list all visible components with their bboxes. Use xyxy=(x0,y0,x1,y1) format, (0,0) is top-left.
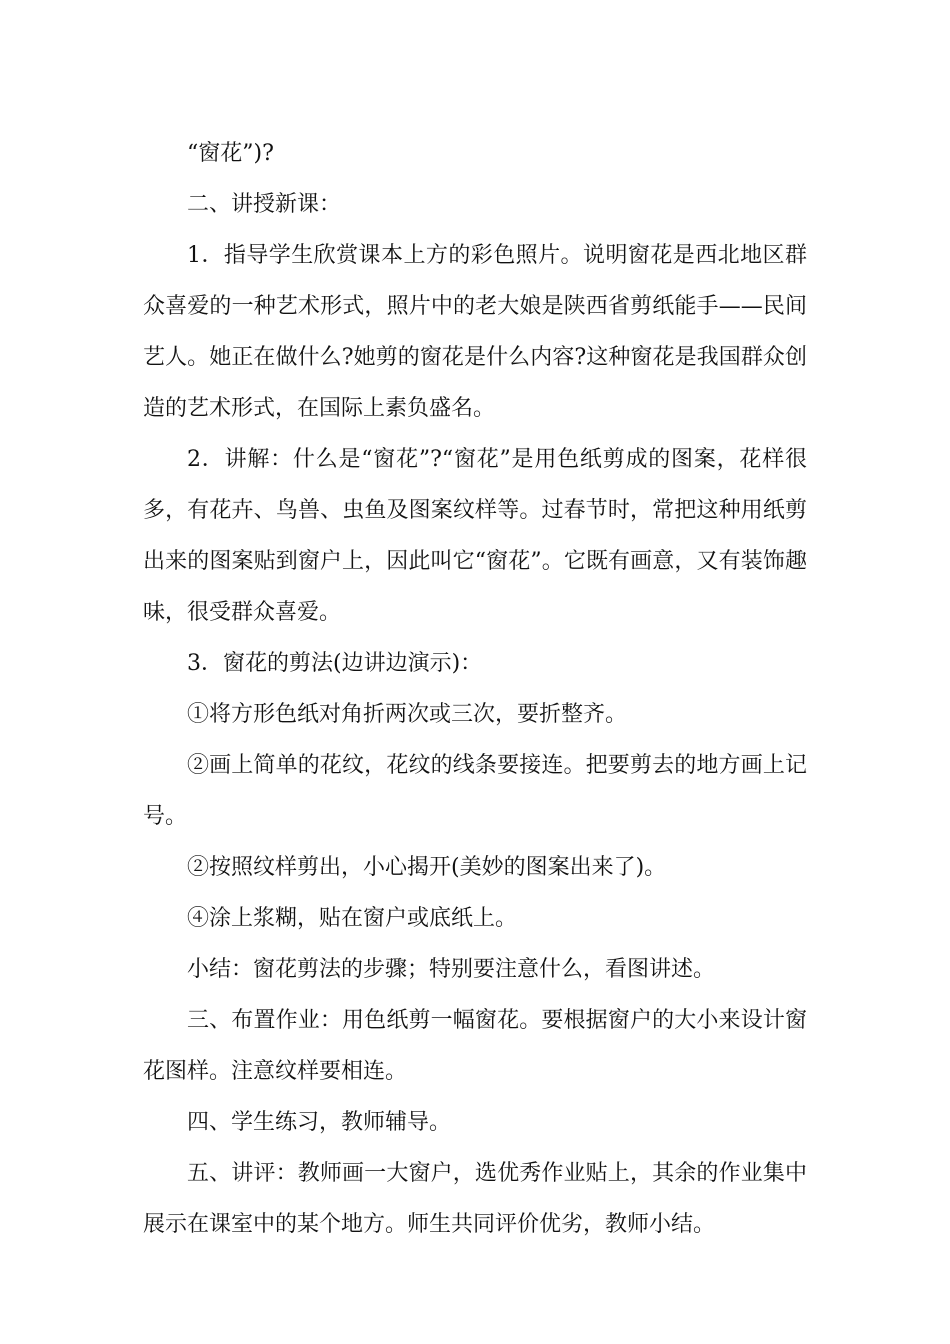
step-1: ①将方形色纸对角折两次或三次，要折整齐。 xyxy=(187,702,628,727)
paragraph-item-3: 3．窗花的剪法(边讲边演示)： xyxy=(187,651,483,676)
section-heading-review: 五、讲评：教师画一大窗户，选优秀作业贴上，其余的作业集中展示在课室中的某个地方。师生共同评价优劣，教师小结。 xyxy=(143,1161,807,1237)
paragraph-item-1: 1．指导学生欣赏课本上方的彩色照片。说明窗花是西北地区群众喜爱的一种艺术形式，照片中的老大娘是陕西省剪纸能手——民间艺人。她正在做什么?她剪的窗花是什么内容?这种窗花是我国群众创造的艺术形式，在国际上素负盛名。 xyxy=(143,243,807,421)
section-heading-homework: 三、布置作业：用色纸剪一幅窗花。要根据窗户的大小来设计窗花图样。注意纹样要相连。 xyxy=(143,1008,807,1084)
summary-paragraph: 小结：窗花剪法的步骤；特别要注意什么，看图讲述。 xyxy=(187,957,716,982)
document-body xyxy=(143,128,807,1250)
section-heading-practice: 四、学生练习，教师辅导。 xyxy=(187,1110,452,1135)
paragraph-continuation: “窗花”)? xyxy=(187,141,274,166)
paragraph-item-2: 2．讲解：什么是“窗花”?“窗花”是用色纸剪成的图案，花样很多，有花卉、鸟兽、虫鱼及图案纹样等。过春节时，常把这种用纸剪出来的图案贴到窗户上，因此叫它“窗花”。它既有画意，又有装饰趣味，很受群众喜爱。 xyxy=(143,447,807,625)
step-2: ②画上简单的花纹，花纹的线条要接连。把要剪去的地方画上记号。 xyxy=(143,753,807,829)
step-4: ④涂上浆糊，贴在窗户或底纸上。 xyxy=(187,906,518,931)
step-3: ②按照纹样剪出，小心揭开(美妙的图案出来了)。 xyxy=(187,855,667,880)
section-heading-new-lesson: 二、讲授新课： xyxy=(187,192,342,217)
